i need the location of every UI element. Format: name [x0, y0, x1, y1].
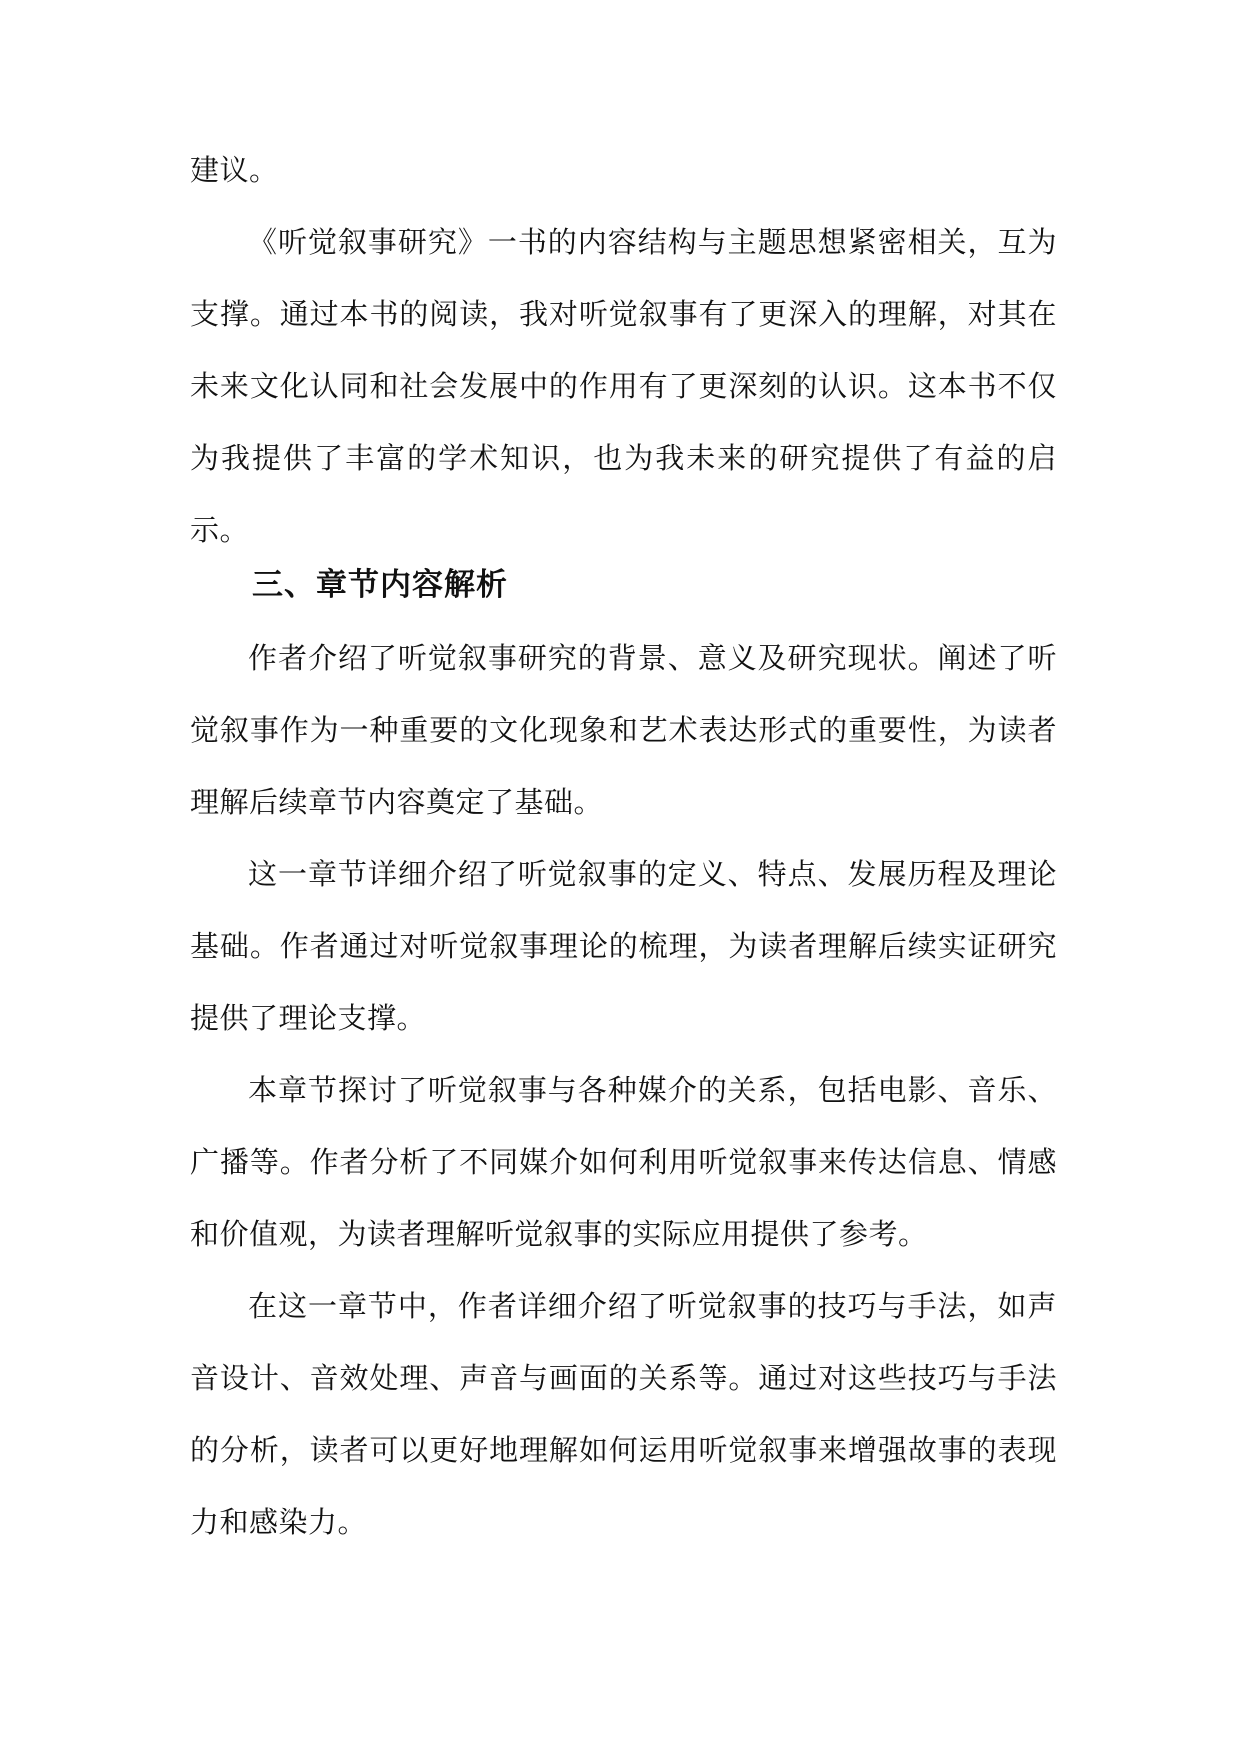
paragraph-chapter-intro: 作者介绍了听觉叙事研究的背景、意义及研究现状。阐述了听觉叙事作为一种重要的文化现象和艺术表达形式的重要性，为读者理解后续章节内容奠定了基础。 — [190, 641, 1057, 819]
paragraph-continuation: 建议。 — [190, 153, 279, 187]
paragraph-chapter-techniques: 在这一章节中，作者详细介绍了听觉叙事的技巧与手法，如声音设计、音效处理、声音与画面的关系等。通过对这些技巧与手法的分析，读者可以更好地理解如何运用听觉叙事来增强故事的表现力和感染力。 — [190, 1289, 1057, 1539]
paragraph-chapter-media: 本章节探讨了听觉叙事与各种媒介的关系，包括电影、音乐、广播等。作者分析了不同媒介如何利用听觉叙事来传达信息、情感和价值观，为读者理解听觉叙事的实际应用提供了参考。 — [190, 1073, 1057, 1251]
paragraph-summary: 《听觉叙事研究》一书的内容结构与主题思想紧密相关，互为支撑。通过本书的阅读，我对听觉叙事有了更深入的理解，对其在未来文化认同和社会发展中的作用有了更深刻的认识。这本书不仅为我提供了丰富的学术知识，也为我未来的研究提供了有益的启示。 — [190, 225, 1057, 547]
section-heading: 三、章节内容解析 — [252, 567, 508, 603]
paragraph-chapter-theory: 这一章节详细介绍了听觉叙事的定义、特点、发展历程及理论基础。作者通过对听觉叙事理论的梳理，为读者理解后续实证研究提供了理论支撑。 — [190, 857, 1057, 1035]
